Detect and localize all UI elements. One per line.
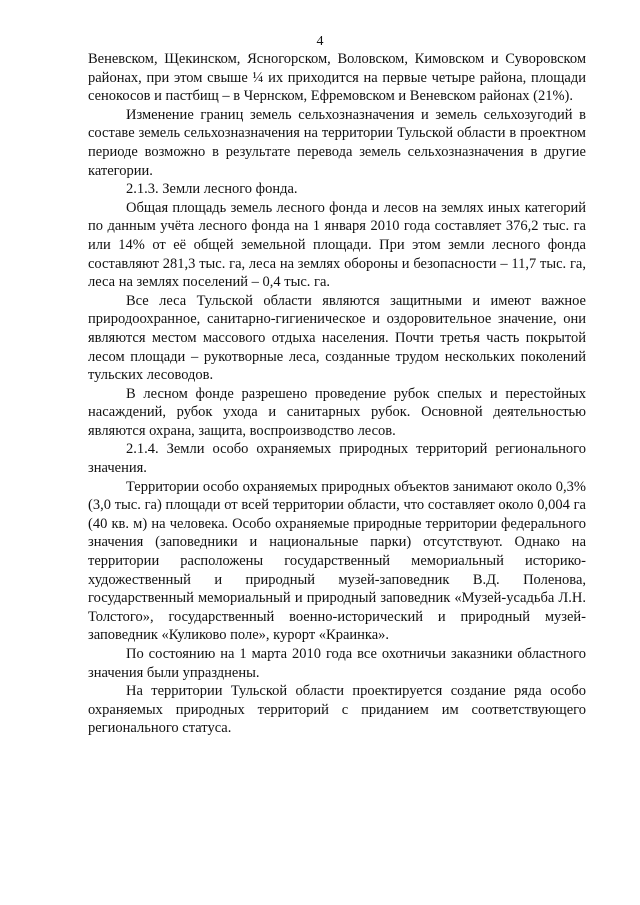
section-heading-forest-fund: 2.1.3. Земли лесного фонда. xyxy=(126,181,298,198)
page-number: 4 xyxy=(316,34,324,49)
paragraph-protected-areas: Территории особо охраняемых природных объектов занимают около 0,3% (3,0 тыс. га) площади от всей территории области, что составляет около 0,004 га (40 кв. м) на человека. Особо охраняемые природные территории федерального значения (заповедники и национальные парки) отсутствуют. Однако на территории расположены государственный мемориальный историко-художественный и природный музей-заповедник В.Д. Поленова, государственный мемориальный и природный заповедник «Музей-усадьба Л.Н. Толстого», государственный военно-исторический и природный музей-заповедник «Куликово поле», курорт «Краинка». xyxy=(88,478,586,644)
paragraph-forest-protection: Все леса Тульской области являются защитными и имеют важное природоохранное, санитарно-гигиеническое и оздоровительное значение, они являются местом массового отдыха населения. Почти третья часть покрытой лесом площади – рукотворные леса, созданные трудом нескольких поколений тульских лесоводов. xyxy=(88,292,586,384)
paragraph-forest-area: Общая площадь земель лесного фонда и лесов на землях иных категорий по данным учёта лесного фонда на 1 января 2010 года составляет 376,2 тыс. га или 14% от её общей земельной площади. При этом земли лесного фонда составляют 281,3 тыс. га, леса на землях обороны и безопасности – 11,7 тыс. га, леса на землях поселений – 0,4 тыс. га. xyxy=(88,199,586,291)
paragraph-continuation: Веневском, Щекинском, Ясногорском, Воловском, Кимовском и Суворовском районах, при этом свыше ¼ их приходится на первые четыре района, площади сенокосов и пастбищ – в Чернском, Ефремовском и Веневском районах (21%). xyxy=(88,51,586,105)
section-heading-protected-areas: 2.1.4. Земли особо охраняемых природных территорий регионального значения. xyxy=(88,441,586,477)
document-body xyxy=(88,50,586,738)
paragraph-land-boundaries: Изменение границ земель сельхозназначения и земель сельхозугодий в составе земель сельхозназначения на территории Тульской области в проектном периоде возможно в результате перевода земель сельхозназначения в другие категории. xyxy=(88,106,586,179)
paragraph-logging: В лесном фонде разрешено проведение рубок спелых и перестойных насаждений, рубок ухода и санитарных рубок. Основной деятельностью являются охрана, защита, воспроизводство лесов. xyxy=(88,385,586,439)
paragraph-planned-areas: На территории Тульской области проектируется создание ряда особо охраняемых природных территорий с приданием им соответствующего регионального статуса. xyxy=(88,683,586,737)
paragraph-hunting-reserves: По состоянию на 1 марта 2010 года все охотничьи заказники областного значения были упразднены. xyxy=(88,646,586,681)
